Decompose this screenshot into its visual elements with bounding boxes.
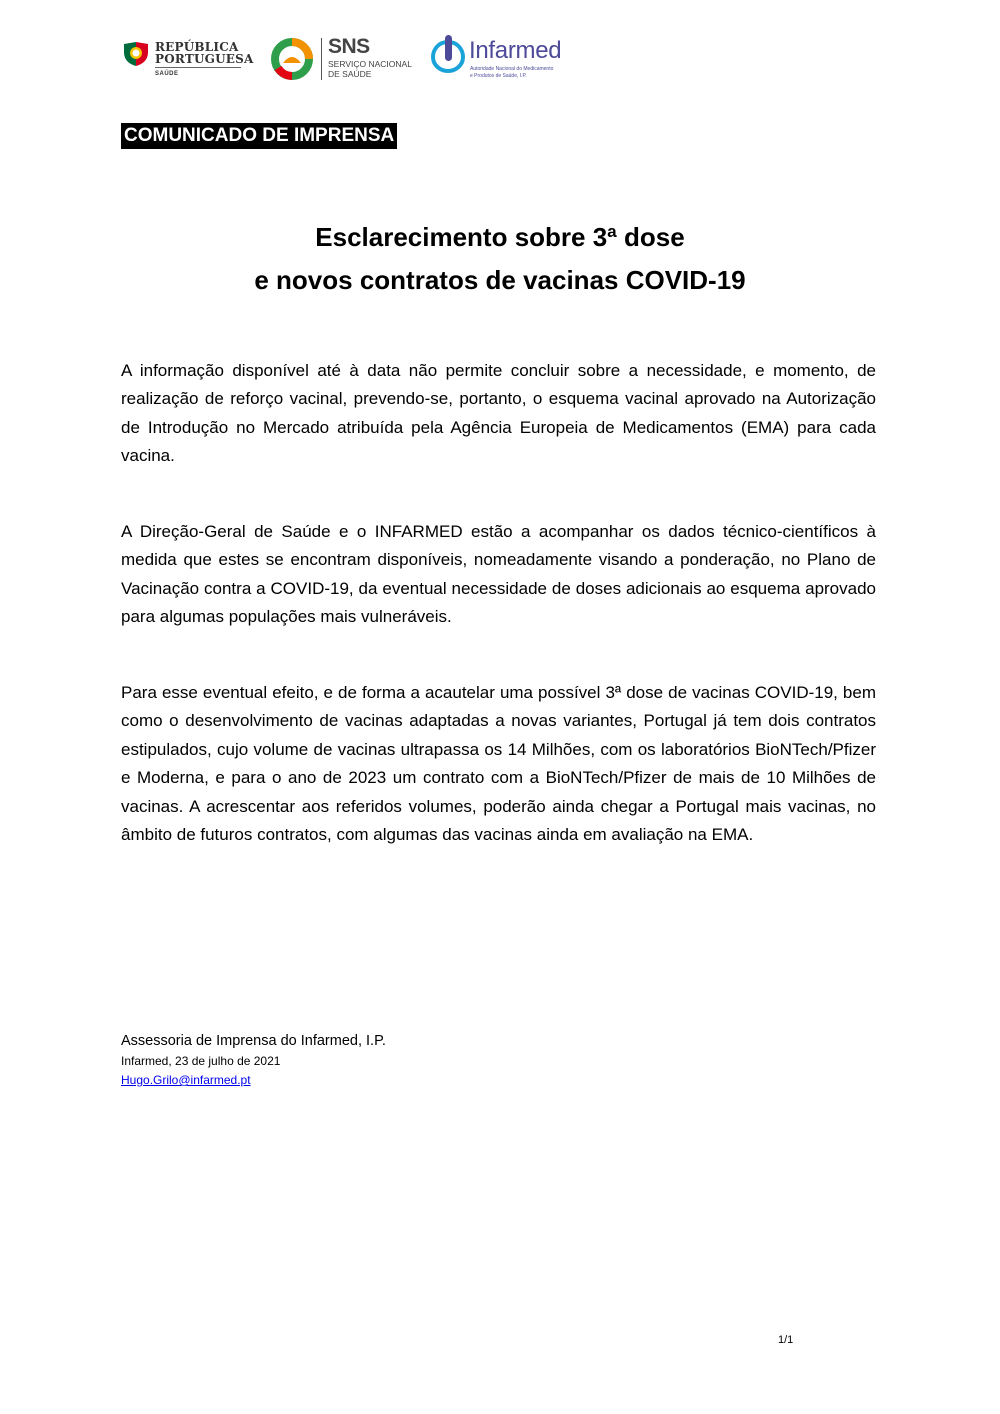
infarmed-drop-icon xyxy=(430,34,466,74)
republica-line1: REPÚBLICA xyxy=(155,40,239,54)
page-number: 1/1 xyxy=(778,1334,794,1346)
infarmed-logo xyxy=(430,34,580,84)
republica-portuguesa-logo xyxy=(122,34,254,84)
document-title xyxy=(0,216,1000,302)
republica-divider xyxy=(155,67,241,68)
press-release-banner: COMUNICADO DE IMPRENSA xyxy=(121,123,397,149)
sns-title: SNS xyxy=(328,35,370,58)
republica-line2: PORTUGUESA xyxy=(155,52,254,66)
infarmed-title: Infarmed xyxy=(469,37,562,64)
infarmed-sub-line1: Autoridade Nacional do Medicamento xyxy=(470,66,554,72)
sns-ring-icon xyxy=(270,37,314,81)
place-date: Infarmed, 23 de julho de 2021 xyxy=(121,1054,281,1068)
press-office: Assessoria de Imprensa do Infarmed, I.P. xyxy=(121,1033,386,1049)
sns-sub-line1: SERVIÇO NACIONAL xyxy=(328,59,412,69)
paragraph-1: A informação disponível até à data não permite concluir sobre a necessidade, e momento, de realização de reforço vacinal, prevendo-se, portanto, o esquema vacinal aprovado na Autorização de Introdução no Mercado atribuída pela Agência Europeia de Medicamentos (EMA) para cada vacina. xyxy=(121,361,876,466)
sns-divider xyxy=(321,38,322,80)
infarmed-subtitle xyxy=(470,66,553,80)
sns-subtitle xyxy=(328,59,412,79)
header-logos xyxy=(122,34,582,84)
paragraph-3: Para esse eventual efeito, e de forma a acautelar uma possível 3ª dose de vacinas COVID-19, bem como o desenvolvimento de vacinas adaptadas a novas variantes, Portugal já tem dois contratos estipulados, cujo volume de vacinas ultrapassa os 14 Milhões, com os laboratórios BioNTech/Pfizer e Moderna, e para o ano de 2023 um contrato com a BioNTech/Pfizer de mais de 10 Milhões de vacinas. A acrescentar aos referidos volumes, poderão ainda chegar a Portugal mais vacinas, no âmbito de futuros contratos, com algumas das vacinas ainda em avaliação na EMA. xyxy=(121,683,876,845)
signature-block xyxy=(121,1031,386,1089)
paragraph-2: A Direção-Geral de Saúde e o INFARMED estão a acompanhar os dados técnico-científicos à medida que estes se encontram disponíveis, nomeadamente visando a ponderação, no Plano de Vacinação contra a COVID-19, da eventual necessidade de doses adicionais ao esquema aprovado para algumas populações mais vulneráveis. xyxy=(121,522,876,627)
contact-email-link[interactable]: Hugo.Grilo@infarmed.pt xyxy=(121,1073,251,1087)
infarmed-sub-line2: e Produtos de Saúde, I.P. xyxy=(470,73,527,79)
sns-sub-line2: DE SAÚDE xyxy=(328,69,372,79)
sns-logo xyxy=(270,34,412,84)
title-line1: Esclarecimento sobre 3ª dose xyxy=(315,222,685,252)
coat-of-arms-icon xyxy=(122,40,150,68)
title-line2: e novos contratos de vacinas COVID-19 xyxy=(254,265,746,295)
republica-logo-text xyxy=(155,41,253,65)
republica-subtitle: SAÚDE xyxy=(155,71,179,77)
